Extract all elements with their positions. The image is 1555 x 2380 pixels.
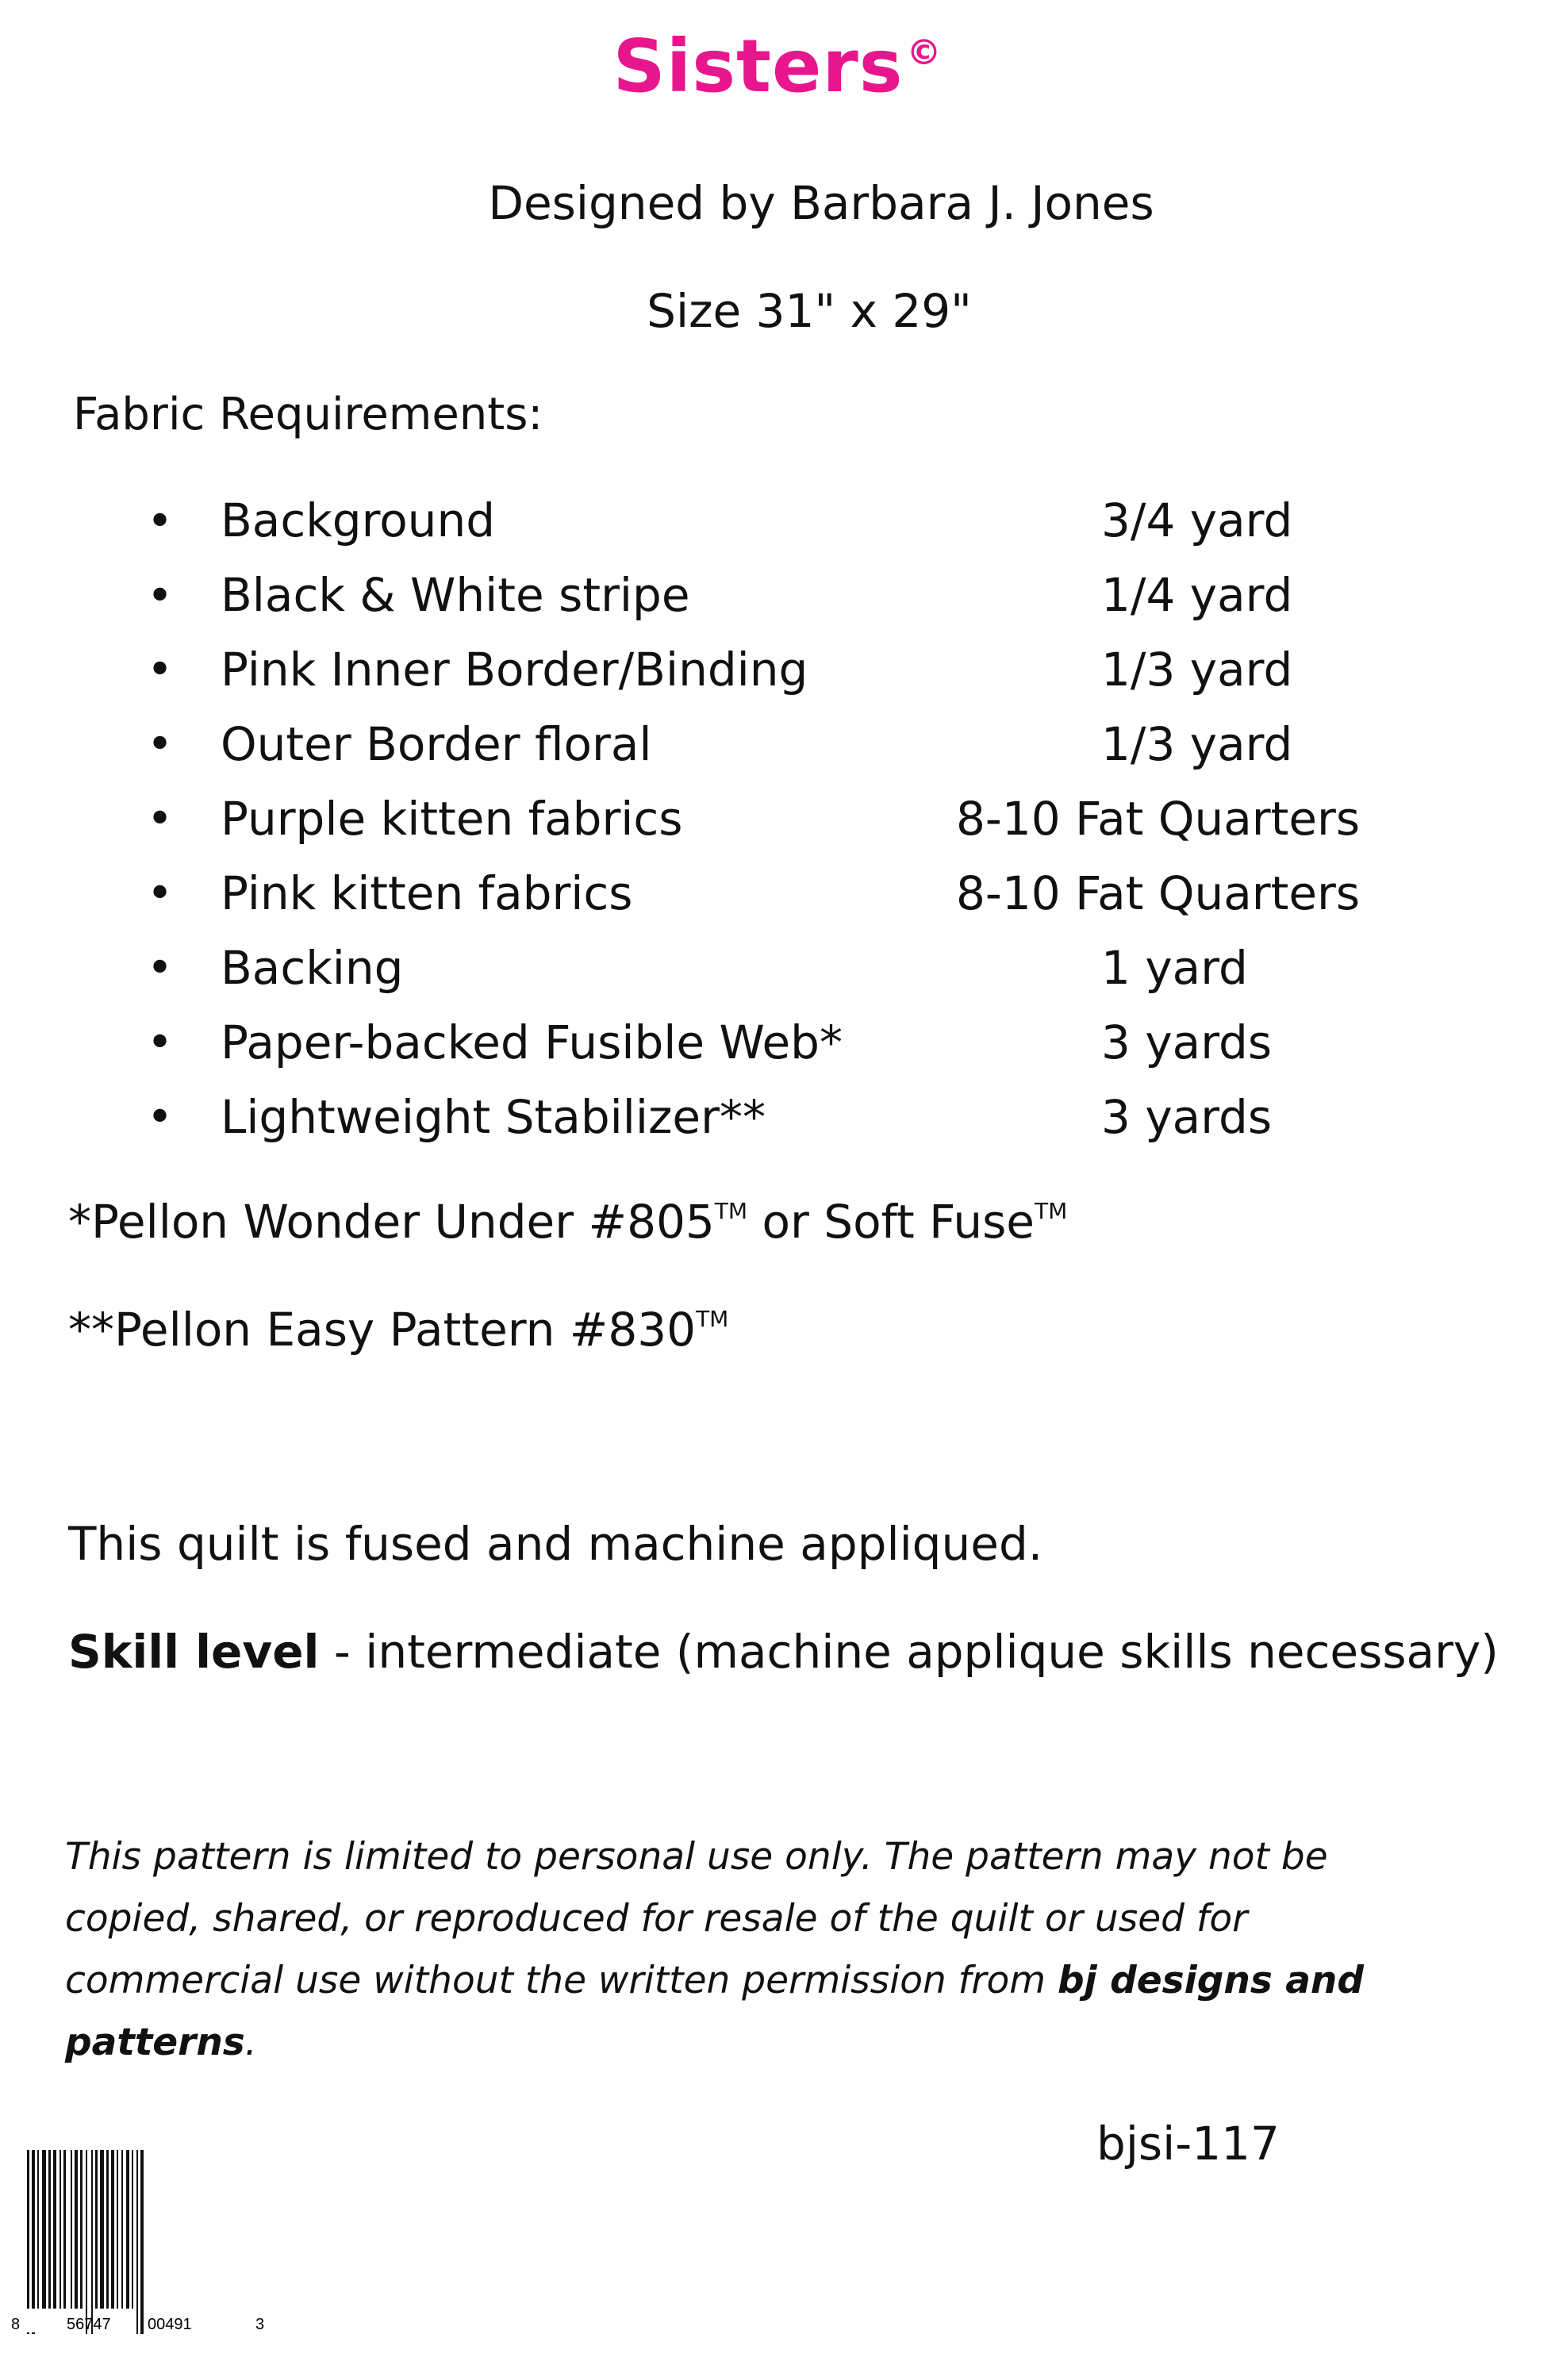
fabric-item-label: Purple kitten fabrics [221,792,683,846]
bullet-icon: • [147,1092,174,1143]
barcode-bar [63,2150,66,2309]
bullet-icon: • [147,868,174,919]
bullet-icon: • [147,793,174,845]
barcode-bar [121,2150,123,2309]
barcode-bar [111,2150,114,2309]
bullet-icon: • [147,644,174,696]
fabric-item-quantity: 3 yards [1101,1090,1273,1144]
fabric-item-quantity: 1/3 yard [1101,717,1293,771]
title-text: Sisters [612,24,904,109]
fabric-item-label: Outer Border floral [221,717,652,771]
fabric-item-quantity: 1/3 yard [1101,643,1293,697]
barcode-bar [136,2150,138,2334]
barcode-bar [53,2150,56,2309]
trademark-symbol: TM [696,1306,729,1332]
fabric-item-label: Backing [221,941,404,995]
fabric-item-quantity: 8-10 Fat Quarters [956,792,1361,846]
fabric-item-quantity: 1/4 yard [1101,568,1293,622]
trademark-symbol: TM [714,1198,748,1224]
barcode [8,2150,270,2351]
usage-disclaimer: This pattern is limited to personal use only. The pattern may not be copied, shared, or reproduced for resale of the quilt or used for commercial use without the written permission from bj designs and patterns. [65,1835,1365,2064]
quilt-size: Size 31" x 29" [647,284,972,338]
barcode-bar [48,2150,51,2309]
barcode-bar [140,2150,144,2334]
pattern-code: bjsi-117 [1096,2117,1280,2171]
barcode-bar [60,2150,61,2309]
barcode-bar [95,2150,98,2309]
barcode-digit-left: 8 [11,2316,21,2333]
barcode-group-1: 56747 [67,2316,111,2333]
barcode-digit-right: 3 [255,2316,265,2333]
fabric-item-quantity: 3/4 yard [1101,493,1293,547]
bullet-icon: • [147,570,174,622]
fabric-item-quantity: 1 yard [1101,941,1248,995]
fabric-item-label: Background [221,493,496,547]
skill-level [68,1625,1499,1679]
barcode-bar [27,2150,29,2334]
trademark-symbol: TM [1034,1198,1068,1224]
construction-statement: This quilt is fused and machine appliqued. [68,1517,1043,1571]
barcode-bar [86,2150,87,2334]
fabric-item-label: Paper-backed Fusible Web* [221,1015,843,1069]
barcode-bar [126,2150,129,2309]
page-title [0,24,1555,109]
barcode-bar [132,2150,133,2309]
barcode-icon [8,2150,270,2348]
footnote-stabilizer: **Pellon Easy Pattern #830™ [68,1303,729,1357]
barcode-bar [37,2150,39,2309]
footnote-fusible-web: *Pellon Wonder Under #805™ or Soft Fuse™ [68,1195,1068,1249]
fabric-item-quantity: 3 yards [1101,1015,1273,1069]
bullet-icon: • [147,942,174,994]
barcode-bar [71,2150,72,2309]
fabric-item-label: Black & White stripe [221,568,690,622]
barcode-group-2: 00491 [148,2316,192,2333]
barcode-bar [100,2150,104,2309]
copyright-symbol: © [906,33,943,73]
bullet-icon: • [147,719,174,770]
bullet-icon: • [147,1017,174,1069]
fabric-requirements-heading: Fabric Requirements: [73,389,543,440]
barcode-bar [42,2150,46,2309]
fabric-item-label: Pink Inner Border/Binding [221,643,808,697]
fabric-item-label: Lightweight Stabilizer** [221,1090,766,1144]
bullet-icon: • [147,496,174,547]
designer-credit: Designed by Barbara J. Jones [488,176,1154,230]
barcode-bar [106,2150,109,2309]
company-name: bj designs and patterns [65,1959,1365,2064]
barcode-bar [75,2150,78,2309]
barcode-bar [117,2150,118,2309]
fabric-item-quantity: 8-10 Fat Quarters [956,866,1361,920]
barcode-bar [91,2150,93,2334]
skill-level-text: - intermediate (machine applique skills necessary) [319,1625,1499,1679]
fabric-item-label: Pink kitten fabrics [221,866,633,920]
barcode-bar [80,2150,83,2309]
barcode-bar [32,2150,35,2334]
skill-level-label: Skill level [68,1625,320,1679]
